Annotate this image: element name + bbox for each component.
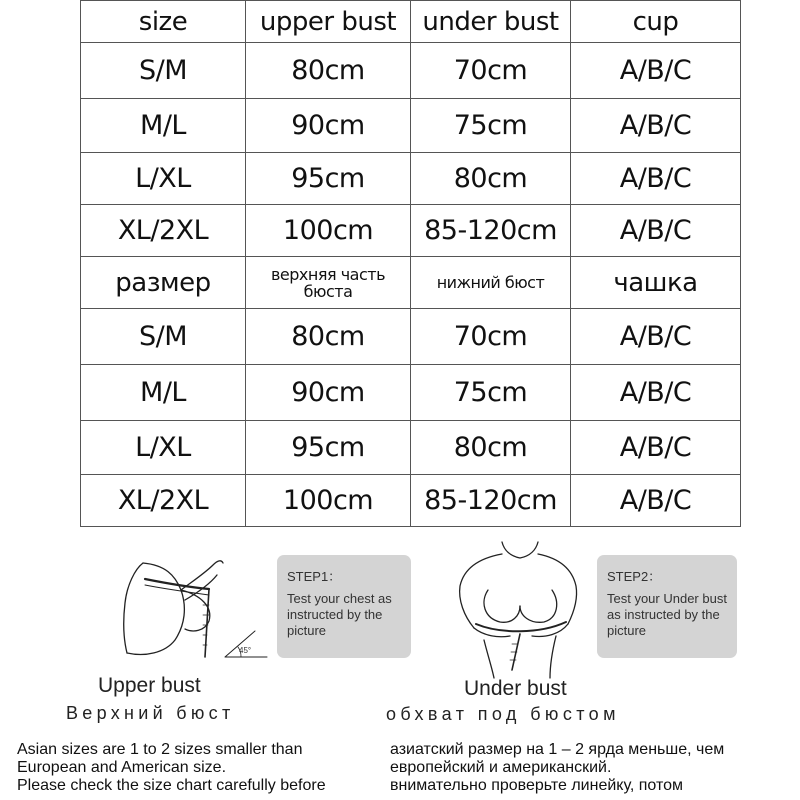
cup-cell: A/B/C	[571, 365, 741, 421]
under-bust-cell: 75cm	[411, 365, 571, 421]
upper-bust-caption: Upper bust	[98, 674, 201, 697]
header-cell: size	[81, 1, 246, 43]
size-cell: XL/2XL	[81, 475, 246, 527]
size-cell: L/XL	[81, 421, 246, 475]
header-cell-ru: размер	[81, 257, 246, 309]
under-bust-caption: Under bust	[464, 677, 567, 700]
table-row	[81, 99, 741, 153]
upper-bust-cell: 90cm	[246, 365, 411, 421]
header-cell: under bust	[411, 1, 571, 43]
step1-text: Test your chest as instructed by the picture	[287, 591, 392, 638]
step2-title: STEP2：	[607, 569, 662, 584]
step2-box	[597, 555, 737, 658]
under-bust-cell: 80cm	[411, 153, 571, 205]
note-line: European and American size.	[17, 759, 227, 776]
table-row	[81, 365, 741, 421]
upper-bust-cell: 100cm	[246, 205, 411, 257]
size-cell: S/M	[81, 43, 246, 99]
header-cell: cup	[571, 1, 741, 43]
note-line: азиатский размер на 1 – 2 ярда меньше, чем	[390, 741, 725, 758]
table-row	[81, 309, 741, 365]
note-line: европейский и американский.	[390, 759, 612, 776]
cup-cell: A/B/C	[571, 99, 741, 153]
table-row	[81, 153, 741, 205]
size-cell: M/L	[81, 99, 246, 153]
step1-box	[277, 555, 411, 658]
table-header-row	[81, 1, 741, 43]
size-cell: S/M	[81, 309, 246, 365]
under-bust-cell: 85-120cm	[411, 475, 571, 527]
step1-title: STEP1：	[287, 569, 342, 584]
table-row	[81, 421, 741, 475]
under-bust-cell: 70cm	[411, 309, 571, 365]
size-table	[80, 0, 741, 527]
under-bust-illustration	[440, 540, 600, 680]
under-bust-cell: 70cm	[411, 43, 571, 99]
note-line: внимательно проверьте линейку, потом	[390, 777, 684, 794]
note-line: Please check the size chart carefully before	[17, 777, 326, 794]
cup-cell: A/B/C	[571, 309, 741, 365]
table-row	[81, 205, 741, 257]
cup-cell: A/B/C	[571, 205, 741, 257]
upper-bust-cell: 100cm	[246, 475, 411, 527]
upper-bust-cell: 80cm	[246, 43, 411, 99]
upper-bust-illustration	[105, 545, 275, 675]
note-line: Asian sizes are 1 to 2 sizes smaller than	[17, 741, 303, 758]
upper-bust-cell: 80cm	[246, 309, 411, 365]
header-cell: upper bust	[246, 1, 411, 43]
upper-bust-cell: 95cm	[246, 421, 411, 475]
upper-bust-cell: 90cm	[246, 99, 411, 153]
cup-cell: A/B/C	[571, 153, 741, 205]
table-row	[81, 43, 741, 99]
header-cell-ru: верхняя часть бюста	[246, 257, 411, 309]
upper-bust-cell: 95cm	[246, 153, 411, 205]
size-cell: XL/2XL	[81, 205, 246, 257]
cup-cell: A/B/C	[571, 421, 741, 475]
size-cell: M/L	[81, 365, 246, 421]
under-bust-cell: 75cm	[411, 99, 571, 153]
header-cell-ru: нижний бюст	[411, 257, 571, 309]
angle-label: 45°	[239, 646, 252, 655]
upper-bust-caption-ru: Верхний бюст	[66, 703, 235, 723]
header-cell-ru: чашка	[571, 257, 741, 309]
cup-cell: A/B/C	[571, 43, 741, 99]
under-bust-caption-ru: обхват под бюстом	[386, 704, 620, 724]
size-cell: L/XL	[81, 153, 246, 205]
step2-text: Test your Under bust as instructed by the picture	[607, 591, 727, 638]
under-bust-cell: 80cm	[411, 421, 571, 475]
table-row	[81, 475, 741, 527]
table-header-row-ru	[81, 257, 741, 309]
size-note-en	[17, 741, 387, 795]
size-note-ru	[390, 741, 795, 795]
cup-cell: A/B/C	[571, 475, 741, 527]
under-bust-cell: 85-120cm	[411, 205, 571, 257]
